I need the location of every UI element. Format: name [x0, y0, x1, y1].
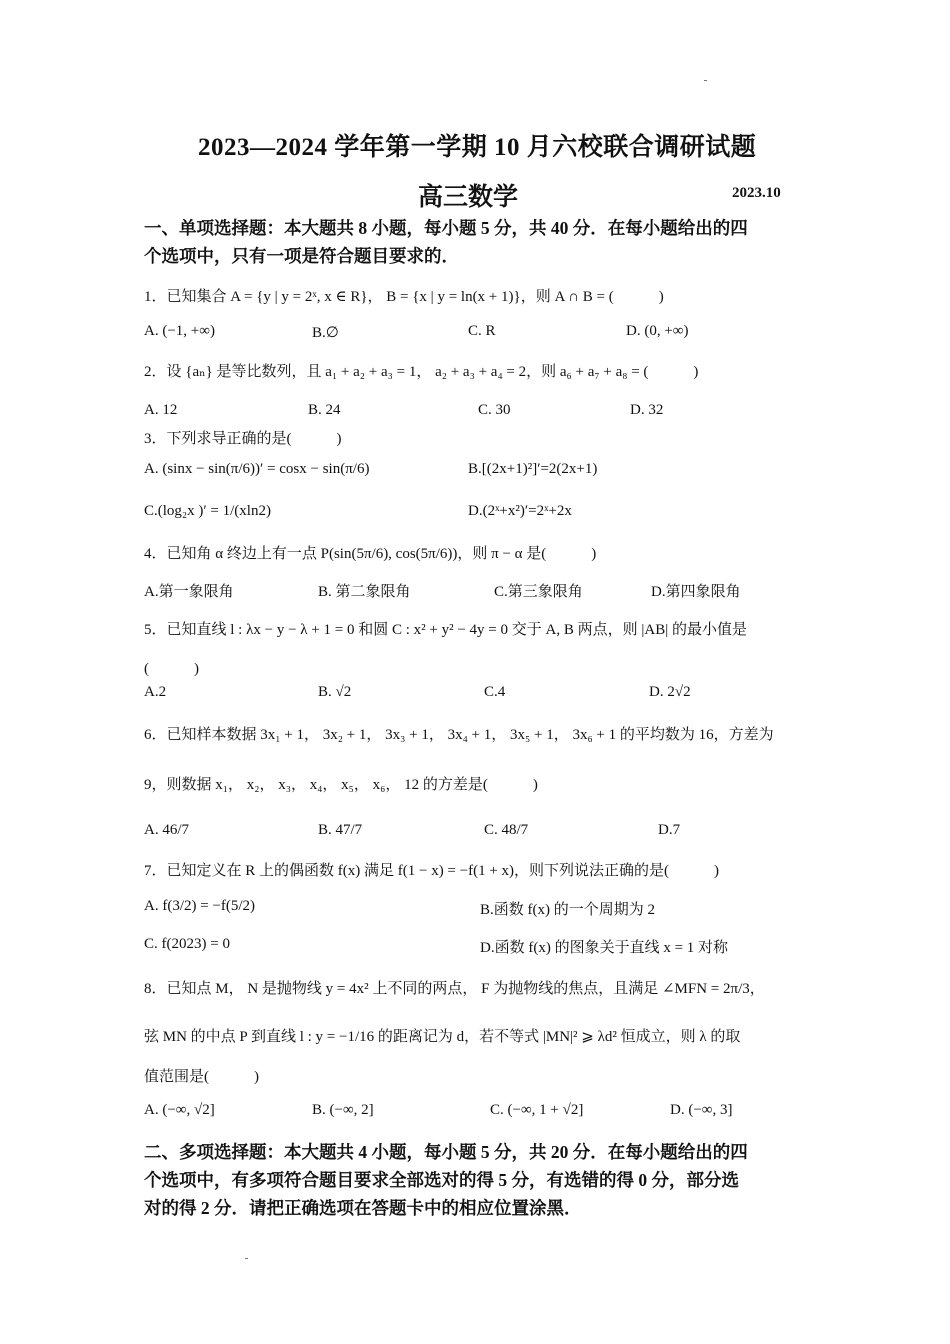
q3-stem: 3．下列求导正确的是( ): [144, 431, 342, 447]
q8-stem-cont: 弦 MN 的中点 P 到直线 l : y = −1/16 的距离记为 d，若不等式 |MN|² ⩾ λd² 恒成立，则 λ 的取: [144, 1029, 741, 1045]
q5-stem-cont: ( ): [144, 661, 199, 677]
q8-option-a: A. (−∞, √2]: [144, 1102, 215, 1118]
q1-option-b: B.∅: [312, 325, 339, 341]
q4-stem: 4．已知角 α 终边上有一点 P(sin(5π/6), cos(5π/6))，则 π − α 是( ): [144, 546, 597, 562]
section2-line2: 个选项中，有多项符合题目要求全部选对的得 5 分，有选错的得 0 分，部分选: [144, 1170, 739, 1190]
q1-option-c: C. R: [468, 323, 496, 339]
q6-option-a: A. 46/7: [144, 822, 189, 838]
q3-option-b: B.[(2x+1)²]′=2(2x+1): [468, 461, 598, 477]
q5-option-a: A.2: [144, 684, 167, 700]
q5-option-b: B. √2: [318, 684, 352, 700]
q1-option-d: D. (0, +∞): [626, 323, 689, 339]
q5-option-c: C.4: [484, 684, 506, 700]
section1-line1: 一、单项选择题：本大题共 8 小题，每小题 5 分，共 40 分．在每小题给出的四: [144, 218, 748, 238]
exam-title: 2023—2024 学年第一学期 10 月六校联合调研试题: [198, 134, 757, 161]
q7-option-d: D.函数 f(x) 的图象关于直线 x = 1 对称: [480, 940, 729, 956]
q6-option-c: C. 48/7: [484, 822, 529, 838]
section2-line3: 对的得 2 分．请把正确选项在答题卡中的相应位置涂黑．: [144, 1198, 582, 1218]
scan-dot: [704, 80, 707, 81]
q8-stem-cont2: 值范围是( ): [144, 1069, 259, 1085]
q6-stem-cont: 9，则数据 x₁， x₂， x₃， x₄， x₅， x₆， 12 的方差是( ): [144, 777, 538, 793]
q3-option-c: C.(log₂x )′ = 1/(xln2): [144, 503, 271, 519]
q4-option-d: D.第四象限角: [651, 584, 741, 600]
q2-option-c: C. 30: [478, 402, 511, 418]
q1-stem: 1．已知集合 A = {y | y = 2ˣ, x ∈ R}， B = {x | y = ln(x + 1)}，则 A ∩ B = ( ): [144, 289, 664, 305]
q3-option-a: A. (sinx − sin(π/6))′ = cosx − sin(π/6): [144, 461, 370, 477]
q3-option-d: D.(2ˣ+x²)′=2ˣ+2x: [468, 503, 572, 519]
q8-option-c: C. (−∞, 1 + √2]: [490, 1102, 584, 1118]
exam-date: 2023.10: [732, 185, 781, 201]
q2-stem: 2．设 {aₙ} 是等比数列，且 a₁ + a₂ + a₃ = 1， a₂ + a₃ + a₄ = 2，则 a₆ + a₇ + a₈ = ( ): [144, 364, 699, 380]
q8-option-d: D. (−∞, 3]: [670, 1102, 733, 1118]
q2-option-a: A. 12: [144, 402, 178, 418]
q1-option-a: A. (−1, +∞): [144, 323, 215, 339]
q5-option-d: D. 2√2: [649, 684, 691, 700]
section2-line1: 二、多项选择题：本大题共 4 小题，每小题 5 分，共 20 分．在每小题给出的四: [144, 1142, 748, 1162]
q7-option-c: C. f(2023) = 0: [144, 936, 230, 952]
q5-stem: 5．已知直线 l : λx − y − λ + 1 = 0 和圆 C : x² + y² − 4y = 0 交于 A, B 两点，则 |AB| 的最小值是: [144, 622, 747, 638]
q6-option-d: D.7: [658, 822, 681, 838]
q4-option-a: A.第一象限角: [144, 584, 234, 600]
q8-option-b: B. (−∞, 2]: [312, 1102, 374, 1118]
q4-option-b: B. 第二象限角: [318, 584, 411, 600]
subject-title: 高三数学: [418, 184, 519, 211]
q7-stem: 7．已知定义在 R 上的偶函数 f(x) 满足 f(1 − x) = −f(1 + x)，则下列说法正确的是( ): [144, 863, 720, 879]
q2-option-b: B. 24: [308, 402, 341, 418]
q7-option-a: A. f(3/2) = −f(5/2): [144, 898, 256, 914]
q6-stem: 6．已知样本数据 3x₁ + 1， 3x₂ + 1， 3x₃ + 1， 3x₄ + 1， 3x₅ + 1， 3x₆ + 1 的平均数为 16，方差为: [144, 727, 774, 743]
q6-option-b: B. 47/7: [318, 822, 363, 838]
q2-option-d: D. 32: [630, 402, 664, 418]
scan-dot: [245, 1258, 248, 1259]
q4-option-c: C.第三象限角: [494, 584, 583, 600]
q8-stem: 8．已知点 M， N 是抛物线 y = 4x² 上不同的两点， F 为抛物线的焦点，且满足 ∠MFN = 2π/3，: [144, 981, 765, 997]
q7-option-b: B.函数 f(x) 的一个周期为 2: [480, 902, 655, 918]
section1-line2: 个选项中，只有一项是符合题目要求的．: [144, 246, 459, 266]
